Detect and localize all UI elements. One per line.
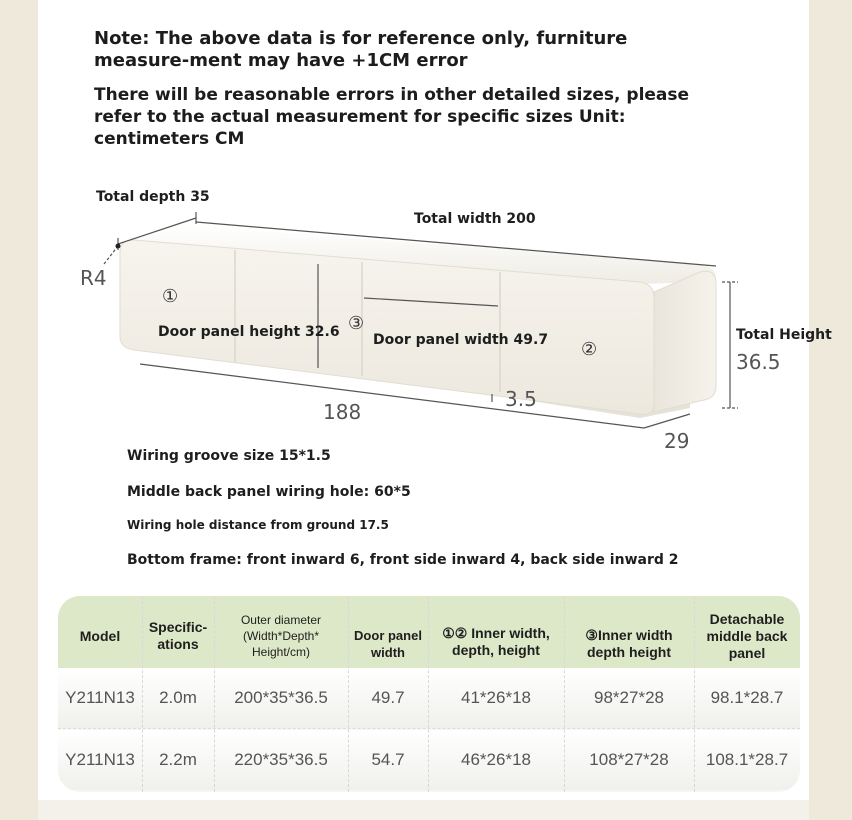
row2-spec: 2.2m: [159, 750, 197, 769]
total-width-label: Total width 200: [414, 211, 536, 227]
door-panel-height-label: Door panel height 32.6: [158, 324, 340, 340]
header-door-panel-width: Door panel width: [354, 628, 422, 660]
total-height-value: 36.5: [736, 350, 781, 374]
spec-wiring-groove: Wiring groove size 15*1.5: [127, 448, 331, 464]
header-inner-12: ①② Inner width, depth, height: [442, 625, 550, 658]
row2-model: Y211N13: [65, 750, 135, 769]
row1-door-width: 49.7: [371, 688, 405, 707]
cabinet-side: [654, 271, 716, 412]
row1-inner-3: 98*27*28: [594, 688, 664, 707]
header-inner-3: ③Inner width depth height: [585, 627, 673, 660]
row1-inner-12: 41*26*18: [461, 688, 531, 707]
header-specifications: Specific-ations: [148, 619, 208, 652]
row2-outer: 220*35*36.5: [234, 750, 328, 769]
row1-spec: 2.0m: [159, 688, 197, 707]
row1-back-panel: 98.1*28.7: [710, 688, 784, 707]
spec-table: [58, 596, 800, 792]
total-depth-label: Total depth 35: [96, 189, 210, 205]
base-height-value: 3.5: [505, 387, 537, 411]
radius-label: R4: [80, 266, 107, 290]
spec-hole-distance: Wiring hole distance from ground 17.5: [127, 518, 389, 532]
spec-back-panel-hole: Middle back panel wiring hole: 60*5: [127, 484, 411, 500]
row-divider: [58, 728, 800, 729]
spec-bottom-frame: Bottom frame: front inward 6, front side inward 4, back side inward 2: [127, 552, 679, 568]
door-panel-width-label: Door panel width 49.7: [373, 332, 549, 348]
note-reasonable-errors: There will be reasonable errors in other detailed sizes, please refer to the actual measurement for specific sizes Unit: centimeters CM: [94, 85, 690, 149]
row2-inner-12: 46*26*18: [461, 750, 531, 769]
total-height-label: Total Height: [736, 327, 832, 343]
row2-door-width: 54.7: [371, 750, 405, 769]
row1-outer: 200*35*36.5: [234, 688, 328, 707]
row2-inner-3: 108*27*28: [589, 750, 669, 769]
base-width-value: 188: [323, 400, 362, 424]
compartment-1-marker: ①: [162, 286, 179, 307]
row1-model: Y211N13: [65, 688, 135, 707]
base-depth-value: 29: [664, 429, 690, 453]
compartment-3-marker: ③: [348, 313, 365, 334]
compartment-2-marker: ②: [581, 339, 598, 360]
header-model: Model: [79, 627, 121, 644]
header-back-panel: Detachable middle back panel: [706, 610, 788, 661]
header-outer-diameter: Outer diameter (Width*Depth* Height/cm): [240, 613, 322, 659]
base-depth-dimension-line: [644, 414, 690, 428]
row2-back-panel: 108.1*28.7: [705, 750, 789, 769]
note-error-margin: Note: The above data is for reference only, furniture measure-ment may have +1CM error: [94, 28, 628, 71]
radius-leader: [104, 246, 118, 264]
